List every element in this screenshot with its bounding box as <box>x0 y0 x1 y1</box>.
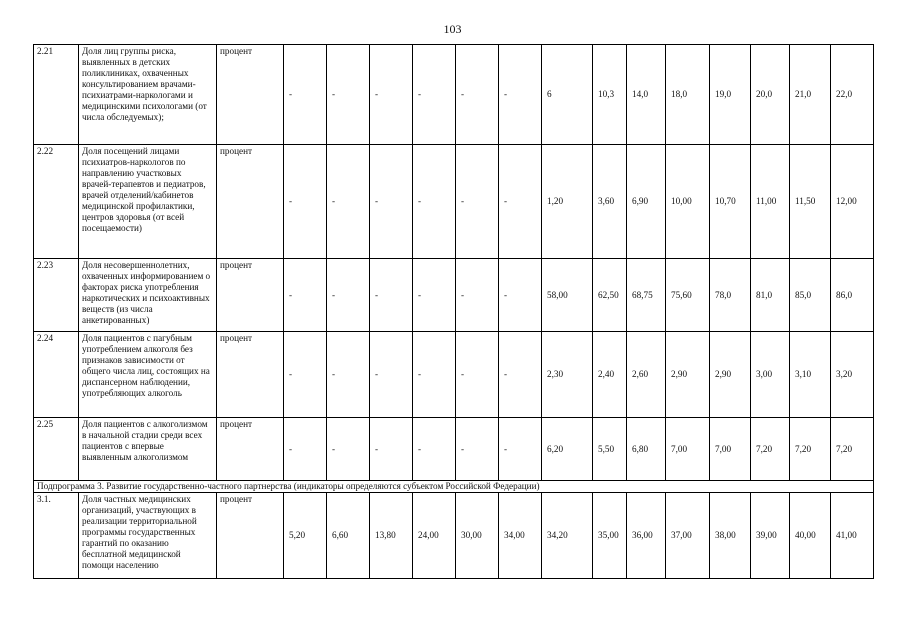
row-number: 2.24 <box>34 332 79 418</box>
value-cell: - <box>284 45 327 145</box>
value-cell: - <box>499 332 542 418</box>
value-cell: 22,0 <box>831 45 874 145</box>
value-cell: - <box>327 45 370 145</box>
value-cell: 3,20 <box>831 332 874 418</box>
value-cell: - <box>370 145 413 259</box>
value-cell: - <box>284 418 327 481</box>
value-cell: 10,70 <box>710 145 751 259</box>
unit-cell: процент <box>217 45 284 145</box>
value-cell: - <box>370 418 413 481</box>
indicators-table <box>33 44 874 579</box>
unit-cell: процент <box>217 332 284 418</box>
row-number: 2.23 <box>34 259 79 332</box>
value-cell: - <box>327 259 370 332</box>
page-number: 103 <box>443 22 462 36</box>
value-cell: 81,0 <box>751 259 790 332</box>
value-cell: 20,0 <box>751 45 790 145</box>
indicator-name: Доля лиц группы риска, выявленных в детских поликлиниках, охваченных консультированием врачами-психиатрами-наркологами и медицинскими психологами (от числа обследуемых); <box>79 45 217 145</box>
value-cell: 24,00 <box>413 493 456 579</box>
value-cell: 7,00 <box>666 418 710 481</box>
unit-cell: процент <box>217 493 284 579</box>
value-cell: - <box>413 259 456 332</box>
value-cell: 34,20 <box>542 493 593 579</box>
value-cell: 40,00 <box>790 493 831 579</box>
value-cell: 86,0 <box>831 259 874 332</box>
value-cell: 7,00 <box>710 418 751 481</box>
value-cell: 2,90 <box>666 332 710 418</box>
value-cell: - <box>456 145 499 259</box>
table-row <box>34 145 874 259</box>
value-cell: 11,50 <box>790 145 831 259</box>
value-cell: - <box>456 45 499 145</box>
value-cell: 3,10 <box>790 332 831 418</box>
value-cell: - <box>370 45 413 145</box>
value-cell: 34,00 <box>499 493 542 579</box>
table-row <box>34 418 874 481</box>
value-cell: 10,3 <box>593 45 627 145</box>
value-cell: - <box>499 259 542 332</box>
value-cell: 21,0 <box>790 45 831 145</box>
value-cell: 5,50 <box>593 418 627 481</box>
value-cell: - <box>413 45 456 145</box>
value-cell: - <box>499 45 542 145</box>
value-cell: 37,00 <box>666 493 710 579</box>
unit-cell: процент <box>217 145 284 259</box>
value-cell: 30,00 <box>456 493 499 579</box>
indicator-name: Доля посещений лицами психиатров-наркологов по направлению участковых врачей-терапевтов и педиатров, врачей отделений/кабинетов медицинской профилактики, центров здоровья (от всей посещаемости) <box>79 145 217 259</box>
value-cell: 18,0 <box>666 45 710 145</box>
value-cell: 3,00 <box>751 332 790 418</box>
indicator-name: Доля частных медицинских организаций, участвующих в реализации территориальной программы государственных гарантий по оказанию бесплатной медицинской помощи населению <box>79 493 217 579</box>
subprogram-heading: Подпрограмма 3. Развитие государственно-частного партнерства (индикаторы определяются субъектом Российской Федерации) <box>34 481 874 493</box>
value-cell: 2,90 <box>710 332 751 418</box>
subprogram-row <box>34 481 874 493</box>
value-cell: - <box>456 259 499 332</box>
value-cell: 19,0 <box>710 45 751 145</box>
value-cell: 2,60 <box>627 332 666 418</box>
value-cell: 38,00 <box>710 493 751 579</box>
value-cell: 2,40 <box>593 332 627 418</box>
value-cell: - <box>413 332 456 418</box>
value-cell: - <box>499 418 542 481</box>
row-number: 3.1. <box>34 493 79 579</box>
value-cell: 36,00 <box>627 493 666 579</box>
indicator-name: Доля пациентов с пагубным употреблением алкоголя без признаков зависимости от общего числа лиц, состоящих на диспансерном наблюдении, употребляющих алкоголь <box>79 332 217 418</box>
value-cell: 7,20 <box>790 418 831 481</box>
value-cell: 62,50 <box>593 259 627 332</box>
value-cell: - <box>327 418 370 481</box>
value-cell: 41,00 <box>831 493 874 579</box>
value-cell: 75,60 <box>666 259 710 332</box>
value-cell: 78,0 <box>710 259 751 332</box>
unit-cell: процент <box>217 418 284 481</box>
value-cell: - <box>284 145 327 259</box>
value-cell: - <box>327 332 370 418</box>
table-row <box>34 45 874 145</box>
value-cell: - <box>499 145 542 259</box>
value-cell: 35,00 <box>593 493 627 579</box>
row-number: 2.22 <box>34 145 79 259</box>
value-cell: 13,80 <box>370 493 413 579</box>
value-cell: - <box>413 418 456 481</box>
value-cell: 2,30 <box>542 332 593 418</box>
value-cell: - <box>284 259 327 332</box>
value-cell: 3,60 <box>593 145 627 259</box>
value-cell: - <box>370 332 413 418</box>
value-cell: - <box>284 332 327 418</box>
value-cell: 5,20 <box>284 493 327 579</box>
indicator-name: Доля пациентов с алкоголизмом в начальной стадии среди всех пациентов с впервые выявленным алкоголизмом <box>79 418 217 481</box>
value-cell: 39,00 <box>751 493 790 579</box>
value-cell: 10,00 <box>666 145 710 259</box>
value-cell: 6,20 <box>542 418 593 481</box>
value-cell: - <box>456 332 499 418</box>
value-cell: 1,20 <box>542 145 593 259</box>
value-cell: 6,80 <box>627 418 666 481</box>
table-row <box>34 332 874 418</box>
value-cell: 14,0 <box>627 45 666 145</box>
value-cell: 68,75 <box>627 259 666 332</box>
value-cell: 7,20 <box>751 418 790 481</box>
value-cell: - <box>327 145 370 259</box>
value-cell: 58,00 <box>542 259 593 332</box>
value-cell: - <box>413 145 456 259</box>
row-number: 2.25 <box>34 418 79 481</box>
table-row <box>34 493 874 579</box>
indicator-name: Доля несовершеннолетних, охваченных информированием о факторах риска употребления наркотических и психоактивных веществ (из числа анкетированных) <box>79 259 217 332</box>
value-cell: 6 <box>542 45 593 145</box>
value-cell: 6,90 <box>627 145 666 259</box>
unit-cell: процент <box>217 259 284 332</box>
value-cell: 85,0 <box>790 259 831 332</box>
value-cell: - <box>370 259 413 332</box>
value-cell: 6,60 <box>327 493 370 579</box>
row-number: 2.21 <box>34 45 79 145</box>
value-cell: 11,00 <box>751 145 790 259</box>
value-cell: 12,00 <box>831 145 874 259</box>
value-cell: - <box>456 418 499 481</box>
value-cell: 7,20 <box>831 418 874 481</box>
table-row <box>34 259 874 332</box>
